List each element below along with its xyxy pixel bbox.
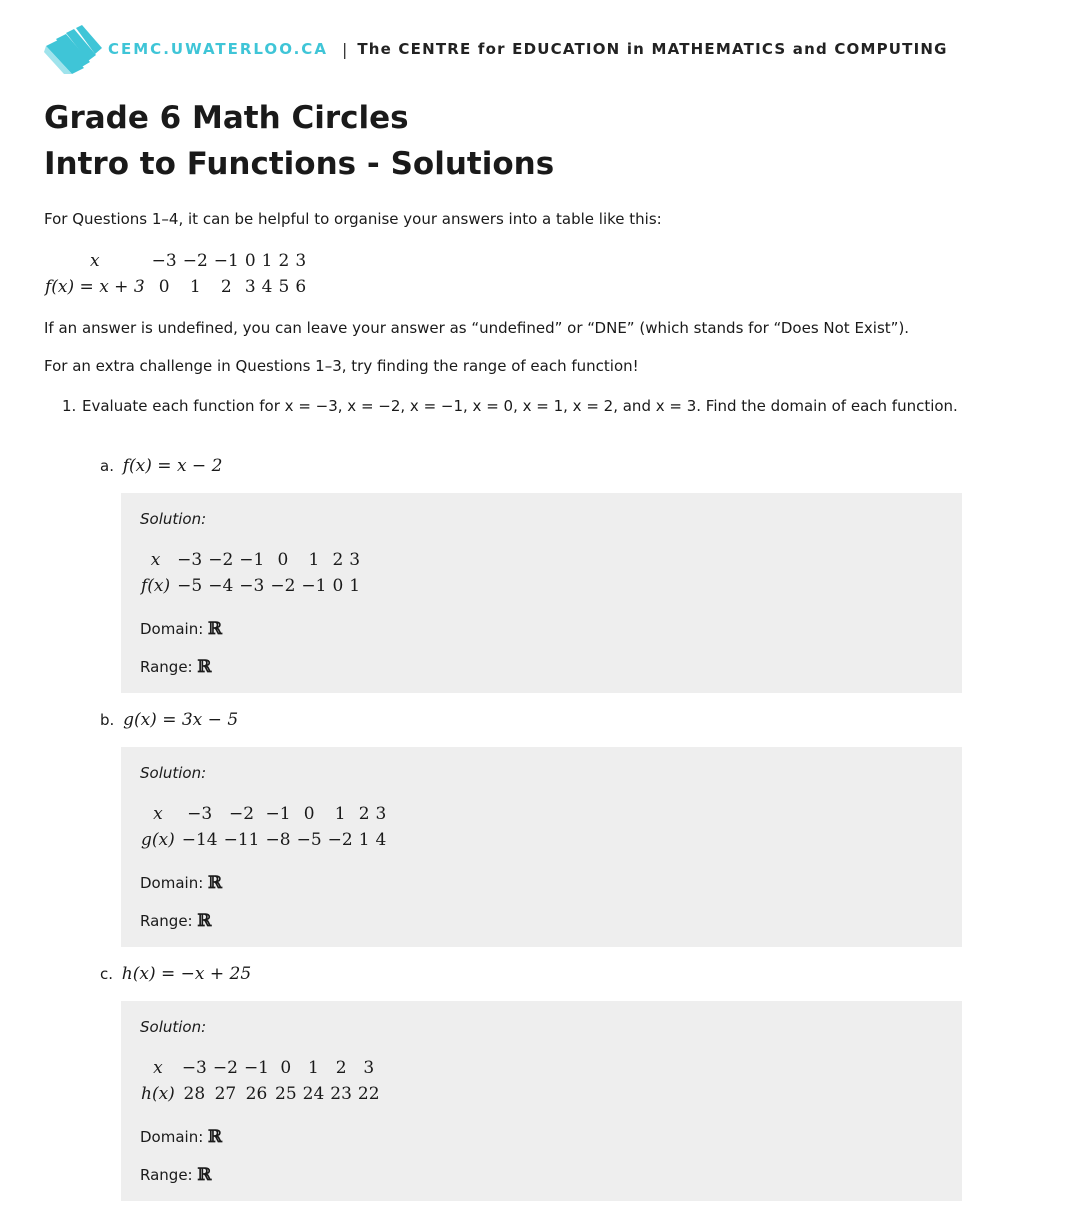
table-row xyxy=(138,1055,383,1081)
range-label: Range: xyxy=(140,1166,193,1184)
table-cell: 1 xyxy=(189,277,201,297)
question-number: 1. xyxy=(62,397,77,415)
table-cell: 3 xyxy=(295,251,307,271)
solution-title: Solution: xyxy=(140,1018,207,1036)
centre-name: The CENTRE for EDUCATION in MATHEMATICS and COMPUTING xyxy=(357,40,948,58)
table-cell: 27 xyxy=(214,1084,237,1104)
table-cell: −2 xyxy=(182,251,208,271)
range-line xyxy=(140,657,212,677)
page-header xyxy=(44,24,962,74)
table-cell: 6 xyxy=(295,277,307,297)
table-cell: 2 xyxy=(278,251,290,271)
table-cell: 22 xyxy=(357,1084,380,1104)
range-value: ℝ xyxy=(197,911,212,931)
function-definition: f(x) = x − 2 xyxy=(122,456,223,476)
solution-table xyxy=(138,547,363,599)
range-label: Range: xyxy=(140,912,193,930)
table-cell: 1 xyxy=(308,1058,319,1078)
table-cell: −2 xyxy=(212,1058,238,1078)
table-cell: 1 xyxy=(358,830,370,850)
table-cell: −1 xyxy=(239,550,265,570)
solution-box-a xyxy=(121,493,962,693)
table-cell: 24 xyxy=(302,1084,325,1104)
range-label: Range: xyxy=(140,658,193,676)
domain-label: Domain: xyxy=(140,874,204,892)
row-label: f(x) = x + 3 xyxy=(45,277,145,297)
range-line xyxy=(140,1165,212,1185)
table-row xyxy=(138,827,389,853)
domain-line xyxy=(140,1127,222,1147)
range-line xyxy=(140,911,212,931)
table-row xyxy=(42,248,309,274)
domain-value: ℝ xyxy=(208,1127,223,1147)
part-b xyxy=(100,710,238,730)
cemc-logo-icon xyxy=(44,24,106,74)
solution-table xyxy=(138,1055,383,1107)
range-value: ℝ xyxy=(197,1165,212,1185)
table-row xyxy=(138,1081,383,1107)
table-cell: −4 xyxy=(208,576,234,596)
site-url[interactable]: CEMC.UWATERLOO.CA xyxy=(108,40,328,58)
table-cell: 4 xyxy=(375,830,387,850)
table-cell: −3 xyxy=(239,576,265,596)
domain-value: ℝ xyxy=(208,873,223,893)
intro-text: For Questions 1–4, it can be helpful to organise your answers into a table like this: xyxy=(44,210,662,228)
question-text: Evaluate each function for x = −3, x = −2, x = −1, x = 0, x = 1, x = 2, and x = 3. Find the domain of each function. xyxy=(82,397,958,415)
row-label: g(x) xyxy=(141,830,175,850)
function-definition: h(x) = −x + 25 xyxy=(121,964,252,984)
range-value: ℝ xyxy=(197,657,212,677)
part-label: c. xyxy=(100,965,114,983)
table-cell: −2 xyxy=(327,830,353,850)
table-cell: −2 xyxy=(208,550,234,570)
domain-label: Domain: xyxy=(140,1128,204,1146)
solution-box-b xyxy=(121,747,962,947)
table-cell: 28 xyxy=(183,1084,206,1104)
table-cell: 3 xyxy=(375,804,387,824)
row-label: x xyxy=(150,550,161,570)
domain-line xyxy=(140,619,222,639)
table-cell: −11 xyxy=(223,830,260,850)
table-cell: 2 xyxy=(335,1058,347,1078)
table-row xyxy=(42,274,309,300)
table-cell: 1 xyxy=(261,251,273,271)
table-cell: 2 xyxy=(358,804,370,824)
table-cell: −3 xyxy=(151,251,177,271)
table-cell: 3 xyxy=(349,550,361,570)
table-row xyxy=(138,573,363,599)
table-cell: 3 xyxy=(244,277,256,297)
row-label: f(x) xyxy=(141,576,171,596)
table-cell: 1 xyxy=(308,550,320,570)
part-a xyxy=(100,456,222,476)
part-label: b. xyxy=(100,711,115,729)
table-row xyxy=(138,801,389,827)
solution-title: Solution: xyxy=(140,764,207,782)
table-cell: 5 xyxy=(278,277,290,297)
function-definition: g(x) = 3x − 5 xyxy=(123,710,239,730)
domain-line xyxy=(140,873,222,893)
table-cell: 4 xyxy=(261,277,273,297)
table-cell: 1 xyxy=(334,804,346,824)
row-label: h(x) xyxy=(141,1084,175,1104)
row-label: x xyxy=(153,804,163,824)
question-1 xyxy=(62,395,962,418)
part-label: a. xyxy=(100,457,114,475)
table-cell: 0 xyxy=(303,804,315,824)
table-cell: 3 xyxy=(363,1058,375,1078)
solution-table xyxy=(138,801,389,853)
page-subtitle: Intro to Functions - Solutions xyxy=(44,146,555,182)
table-cell: −3 xyxy=(187,804,213,824)
table-cell: −3 xyxy=(177,550,203,570)
table-cell: 25 xyxy=(275,1084,297,1104)
table-cell: 0 xyxy=(332,576,344,596)
table-cell: −3 xyxy=(181,1058,207,1078)
table-cell: −1 xyxy=(243,1058,269,1078)
table-cell: −8 xyxy=(265,830,291,850)
table-cell: −1 xyxy=(213,251,239,271)
example-table xyxy=(42,248,309,300)
challenge-note: For an extra challenge in Questions 1–3, try finding the range of each function! xyxy=(44,357,639,375)
table-cell: −2 xyxy=(270,576,296,596)
table-cell: 2 xyxy=(332,550,344,570)
table-cell: −1 xyxy=(301,576,327,596)
header-separator: | xyxy=(341,39,348,59)
table-row xyxy=(138,547,363,573)
table-cell: 0 xyxy=(277,550,289,570)
solution-box-c xyxy=(121,1001,962,1201)
table-cell: 0 xyxy=(244,251,256,271)
page-title: Grade 6 Math Circles xyxy=(44,100,409,136)
table-cell: 23 xyxy=(330,1084,352,1104)
table-cell: 2 xyxy=(220,277,232,297)
row-label: x xyxy=(153,1058,163,1078)
domain-label: Domain: xyxy=(140,620,204,638)
undefined-note: If an answer is undefined, you can leave your answer as “undefined” or “DNE” (which stands for “Does Not Exist”). xyxy=(44,319,910,337)
table-cell: −5 xyxy=(177,576,203,596)
part-c xyxy=(100,964,251,984)
solution-title: Solution: xyxy=(140,510,207,528)
table-cell: −14 xyxy=(181,830,218,850)
table-cell: 1 xyxy=(349,576,361,596)
table-cell: 0 xyxy=(280,1058,292,1078)
table-cell: 26 xyxy=(245,1084,268,1104)
table-cell: −2 xyxy=(229,804,255,824)
row-label: x xyxy=(90,251,100,271)
domain-value: ℝ xyxy=(208,619,223,639)
table-cell: −1 xyxy=(265,804,291,824)
table-cell: 0 xyxy=(158,277,170,297)
table-cell: −5 xyxy=(296,830,322,850)
